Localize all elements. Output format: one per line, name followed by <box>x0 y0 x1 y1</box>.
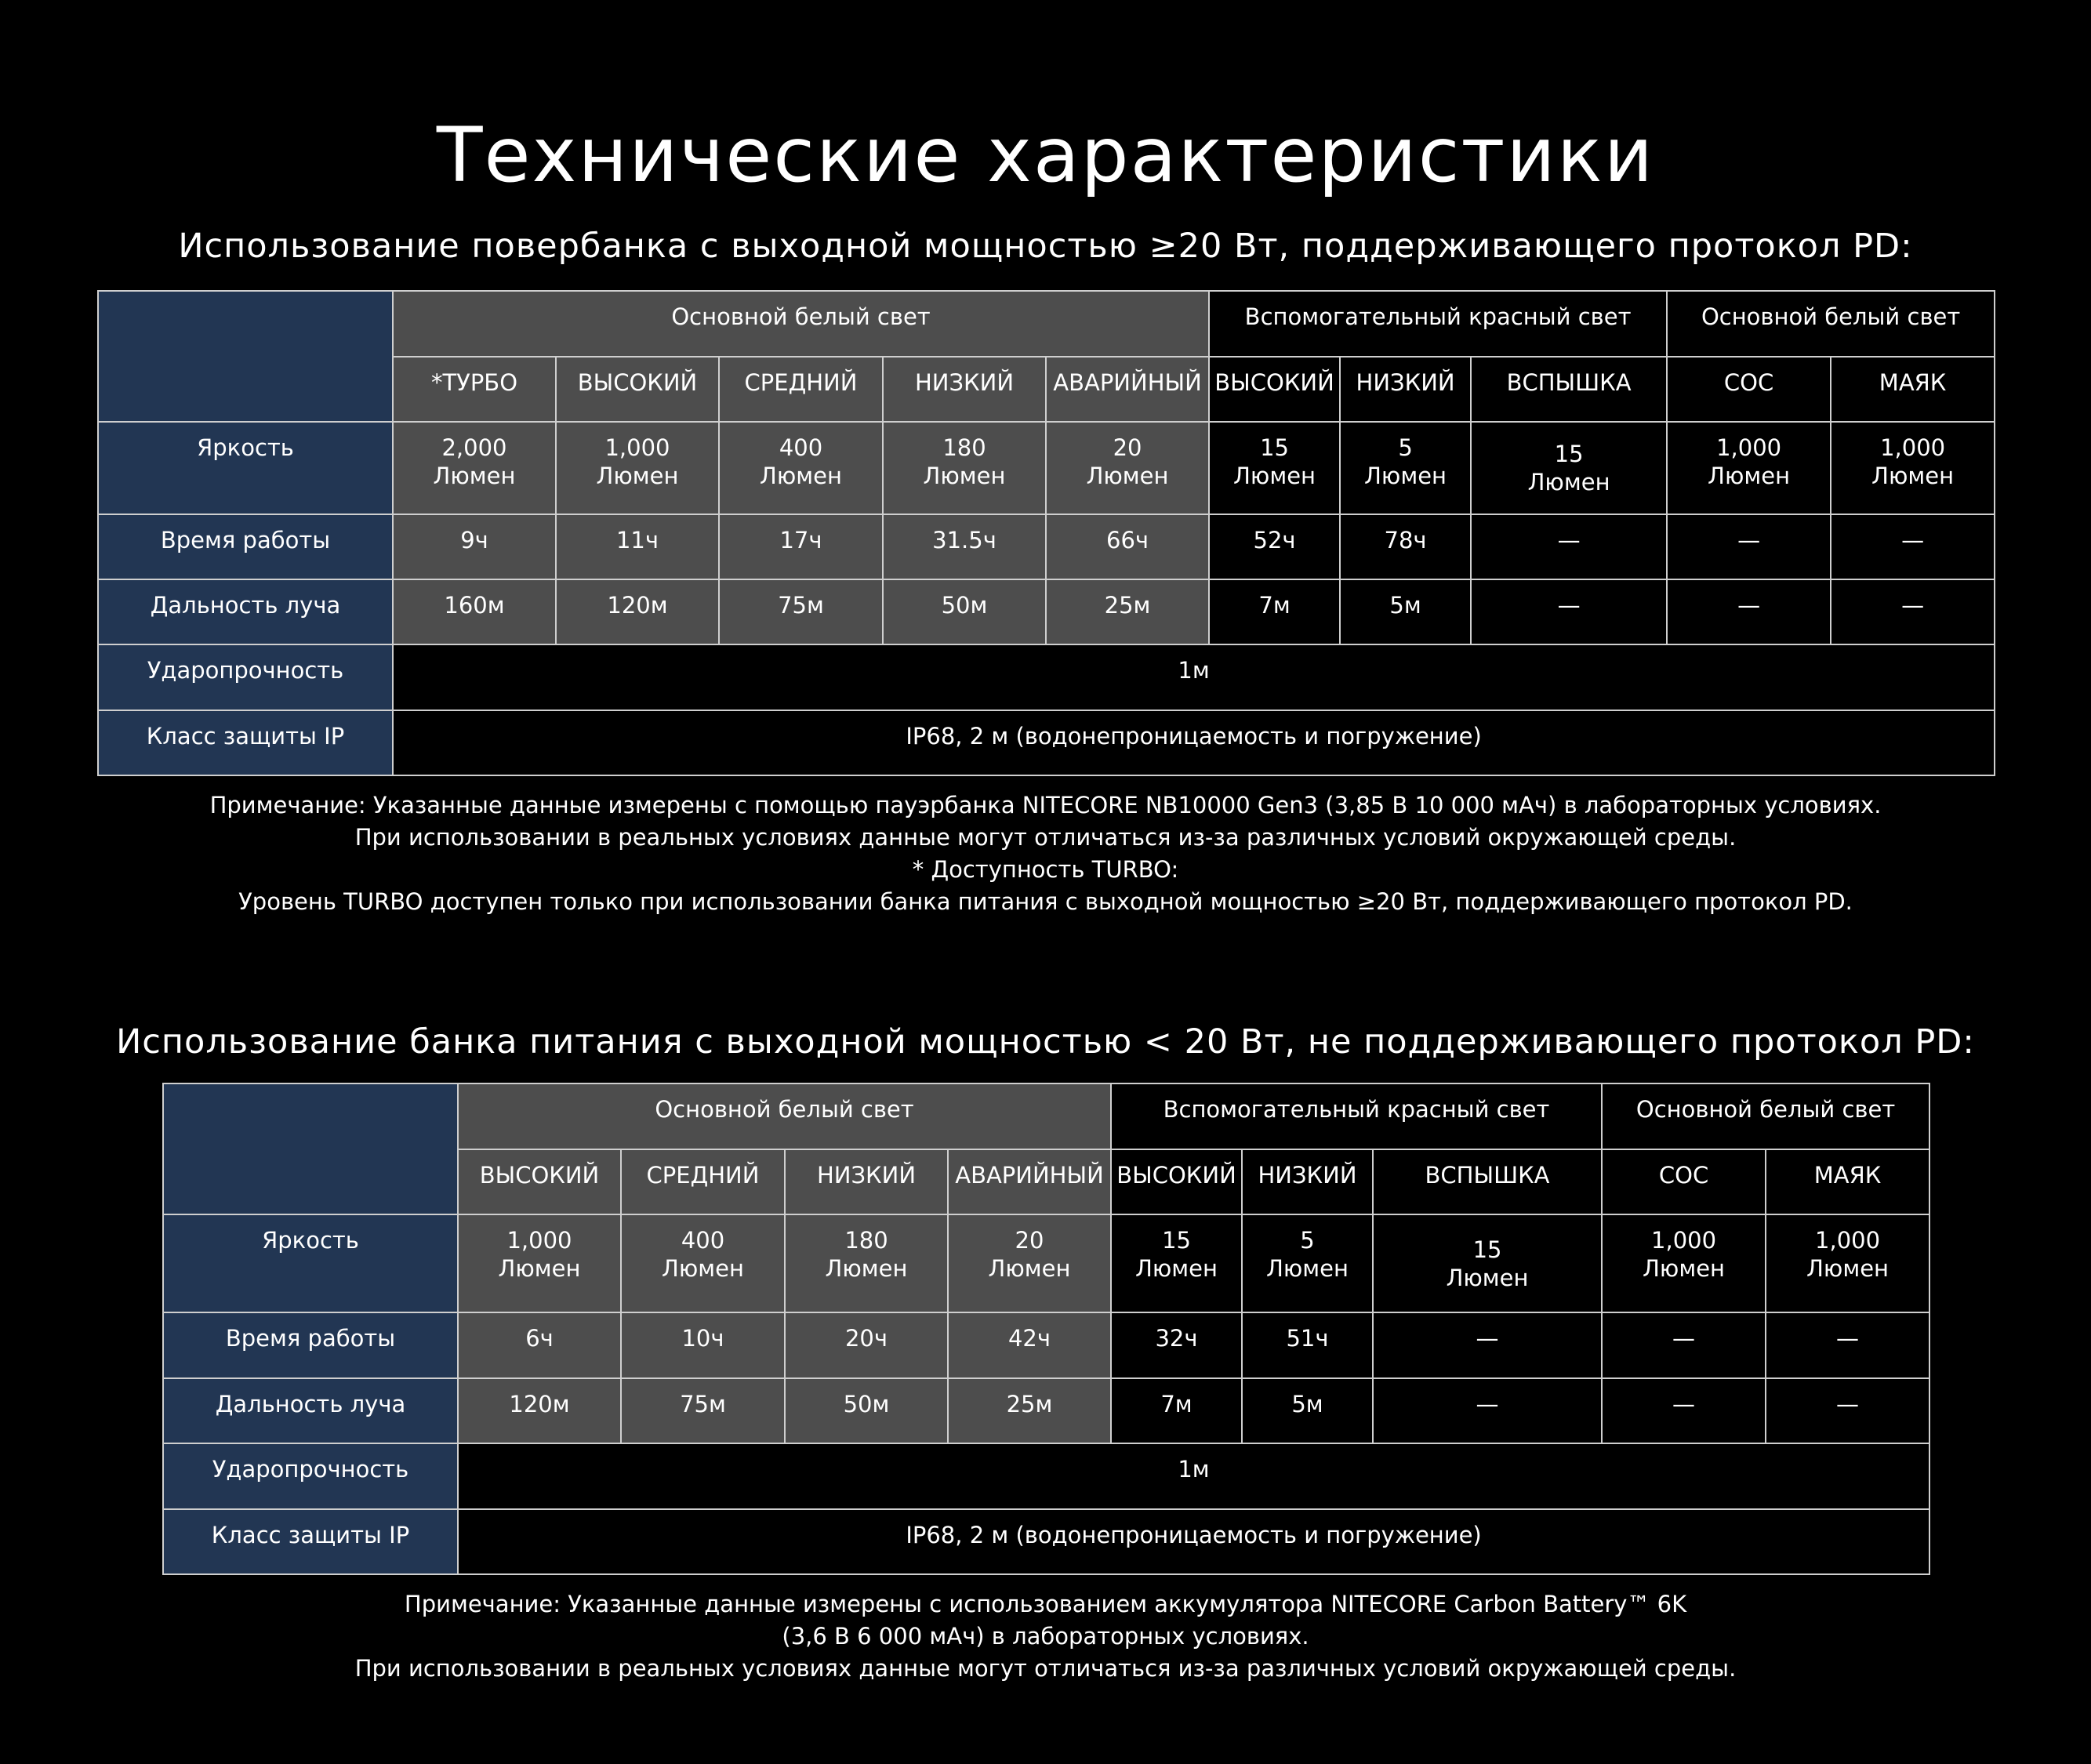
brightness-cell: 1,000 Люмен <box>1602 1214 1766 1312</box>
beam-cell: 75м <box>719 579 883 644</box>
runtime-cell: 17ч <box>719 514 883 579</box>
row-label-beam: Дальность луча <box>98 579 393 644</box>
mode-header: ВСПЫШКА <box>1471 357 1667 422</box>
mode-header: *ТУРБО <box>393 357 556 422</box>
brightness-cell: 1,000 Люмен <box>1831 422 1995 514</box>
beam-cell: 50м <box>883 579 1046 644</box>
brightness-cell: 2,000 Люмен <box>393 422 556 514</box>
runtime-cell: 20ч <box>785 1312 948 1378</box>
brightness-cell: 15 Люмен <box>1209 422 1340 514</box>
brightness-cell: 20 Люмен <box>1046 422 1209 514</box>
row-label-impact: Ударопрочность <box>163 1443 458 1509</box>
mode-header: СОС <box>1602 1149 1766 1214</box>
beam-cell: — <box>1471 579 1667 644</box>
brightness-cell: 15 Люмен <box>1471 422 1667 514</box>
runtime-cell: 66ч <box>1046 514 1209 579</box>
mode-header: НИЗКИЙ <box>883 357 1046 422</box>
mode-header: СОС <box>1667 357 1831 422</box>
runtime-cell: 32ч <box>1111 1312 1242 1378</box>
runtime-cell: 78ч <box>1340 514 1471 579</box>
beam-cell: 7м <box>1111 1378 1242 1443</box>
runtime-cell: — <box>1471 514 1667 579</box>
beam-cell: 5м <box>1340 579 1471 644</box>
runtime-cell: 51ч <box>1242 1312 1373 1378</box>
group-header-red: Вспомогательный красный свет <box>1209 291 1667 357</box>
mode-header: ВСПЫШКА <box>1373 1149 1602 1214</box>
ip-value: IP68, 2 м (водонепроницаемость и погружение) <box>393 710 1995 775</box>
group-header-white-special: Основной белый свет <box>1667 291 1995 357</box>
spec-table-pd <box>97 290 1995 776</box>
runtime-cell: — <box>1667 514 1831 579</box>
runtime-cell: — <box>1766 1312 1929 1378</box>
brightness-cell: 15 Люмен <box>1373 1214 1602 1312</box>
impact-value: 1м <box>393 644 1995 710</box>
beam-cell: — <box>1667 579 1831 644</box>
runtime-cell: 42ч <box>948 1312 1111 1378</box>
mode-header: СРЕДНИЙ <box>719 357 883 422</box>
brightness-cell: 1,000 Люмен <box>556 422 719 514</box>
mode-header: ВЫСОКИЙ <box>458 1149 621 1214</box>
corner-cell <box>163 1083 458 1214</box>
group-header-white: Основной белый свет <box>393 291 1209 357</box>
note-line: Примечание: Указанные данные измерены с помощью пауэрбанка NITECORE NB10000 Gen3 (3,85 В 10 000 мАч) в лабораторных условиях. <box>209 792 1882 818</box>
page-title: Технические характеристики <box>436 111 1655 199</box>
runtime-cell: 31.5ч <box>883 514 1046 579</box>
mode-header: НИЗКИЙ <box>785 1149 948 1214</box>
row-label-runtime: Время работы <box>98 514 393 579</box>
beam-cell: 5м <box>1242 1378 1373 1443</box>
beam-cell: 160м <box>393 579 556 644</box>
brightness-cell: 1,000 Люмен <box>1766 1214 1929 1312</box>
mode-header: НИЗКИЙ <box>1242 1149 1373 1214</box>
mode-header: СРЕДНИЙ <box>621 1149 785 1214</box>
runtime-cell: 6ч <box>458 1312 621 1378</box>
row-label-beam: Дальность луча <box>163 1378 458 1443</box>
section-1-subtitle: Использование повербанка с выходной мощностью ≥20 Вт, поддерживающего протокол PD: <box>178 227 1913 266</box>
corner-cell <box>98 291 393 422</box>
beam-cell: — <box>1831 579 1995 644</box>
beam-cell: 75м <box>621 1378 785 1443</box>
mode-header: МАЯК <box>1766 1149 1929 1214</box>
mode-header: АВАРИЙНЫЙ <box>1046 357 1209 422</box>
section-1-notes <box>0 789 2091 918</box>
brightness-cell: 15 Люмен <box>1111 1214 1242 1312</box>
note-line: При использовании в реальных условиях данные могут отличаться из-за различных условий окружающей среды. <box>354 824 1737 851</box>
beam-cell: — <box>1373 1378 1602 1443</box>
ip-value: IP68, 2 м (водонепроницаемость и погружение) <box>458 1509 1929 1574</box>
note-line: (3,6 В 6 000 мАч) в лабораторных условиях. <box>782 1623 1309 1650</box>
brightness-cell: 400 Люмен <box>719 422 883 514</box>
brightness-cell: 400 Люмен <box>621 1214 785 1312</box>
brightness-cell: 180 Люмен <box>883 422 1046 514</box>
note-line: При использовании в реальных условиях данные могут отличаться из-за различных условий окружающей среды. <box>354 1655 1737 1682</box>
row-label-impact: Ударопрочность <box>98 644 393 710</box>
beam-cell: — <box>1766 1378 1929 1443</box>
beam-cell: 7м <box>1209 579 1340 644</box>
beam-cell: 120м <box>458 1378 621 1443</box>
beam-cell: 25м <box>948 1378 1111 1443</box>
runtime-cell: 11ч <box>556 514 719 579</box>
brightness-cell: 5 Люмен <box>1340 422 1471 514</box>
brightness-cell: 1,000 Люмен <box>1667 422 1831 514</box>
row-label-brightness: Яркость <box>98 422 393 514</box>
note-line: Уровень TURBO доступен только при использовании банка питания с выходной мощностью ≥20 Вт, поддерживающего протокол PD. <box>238 888 1853 915</box>
brightness-cell: 180 Люмен <box>785 1214 948 1312</box>
mode-header: МАЯК <box>1831 357 1995 422</box>
group-header-white: Основной белый свет <box>458 1083 1111 1149</box>
beam-cell: 120м <box>556 579 719 644</box>
beam-cell: 50м <box>785 1378 948 1443</box>
row-label-runtime: Время работы <box>163 1312 458 1378</box>
beam-cell: — <box>1602 1378 1766 1443</box>
mode-header: ВЫСОКИЙ <box>556 357 719 422</box>
section-2-subtitle: Использование банка питания с выходной мощностью < 20 Вт, не поддерживающего протокол PD: <box>116 1022 1975 1062</box>
group-header-red: Вспомогательный красный свет <box>1111 1083 1602 1149</box>
mode-header: ВЫСОКИЙ <box>1209 357 1340 422</box>
note-line: * Доступность TURBO: <box>912 856 1179 883</box>
runtime-cell: 10ч <box>621 1312 785 1378</box>
runtime-cell: 9ч <box>393 514 556 579</box>
runtime-cell: — <box>1602 1312 1766 1378</box>
runtime-cell: — <box>1831 514 1995 579</box>
group-header-white-special: Основной белый свет <box>1602 1083 1929 1149</box>
beam-cell: 25м <box>1046 579 1209 644</box>
runtime-cell: — <box>1373 1312 1602 1378</box>
brightness-cell: 1,000 Люмен <box>458 1214 621 1312</box>
runtime-cell: 52ч <box>1209 514 1340 579</box>
mode-header: АВАРИЙНЫЙ <box>948 1149 1111 1214</box>
mode-header: ВЫСОКИЙ <box>1111 1149 1242 1214</box>
row-label-brightness: Яркость <box>163 1214 458 1312</box>
note-line: Примечание: Указанные данные измерены с использованием аккумулятора NITECORE Carbon Battery™ 6K <box>404 1591 1687 1617</box>
spec-table-non-pd <box>162 1083 1930 1575</box>
brightness-cell: 5 Люмен <box>1242 1214 1373 1312</box>
row-label-ip: Класс защиты IP <box>98 710 393 775</box>
brightness-cell: 20 Люмен <box>948 1214 1111 1312</box>
impact-value: 1м <box>458 1443 1929 1509</box>
section-2-notes <box>0 1588 2091 1685</box>
mode-header: НИЗКИЙ <box>1340 357 1471 422</box>
row-label-ip: Класс защиты IP <box>163 1509 458 1574</box>
